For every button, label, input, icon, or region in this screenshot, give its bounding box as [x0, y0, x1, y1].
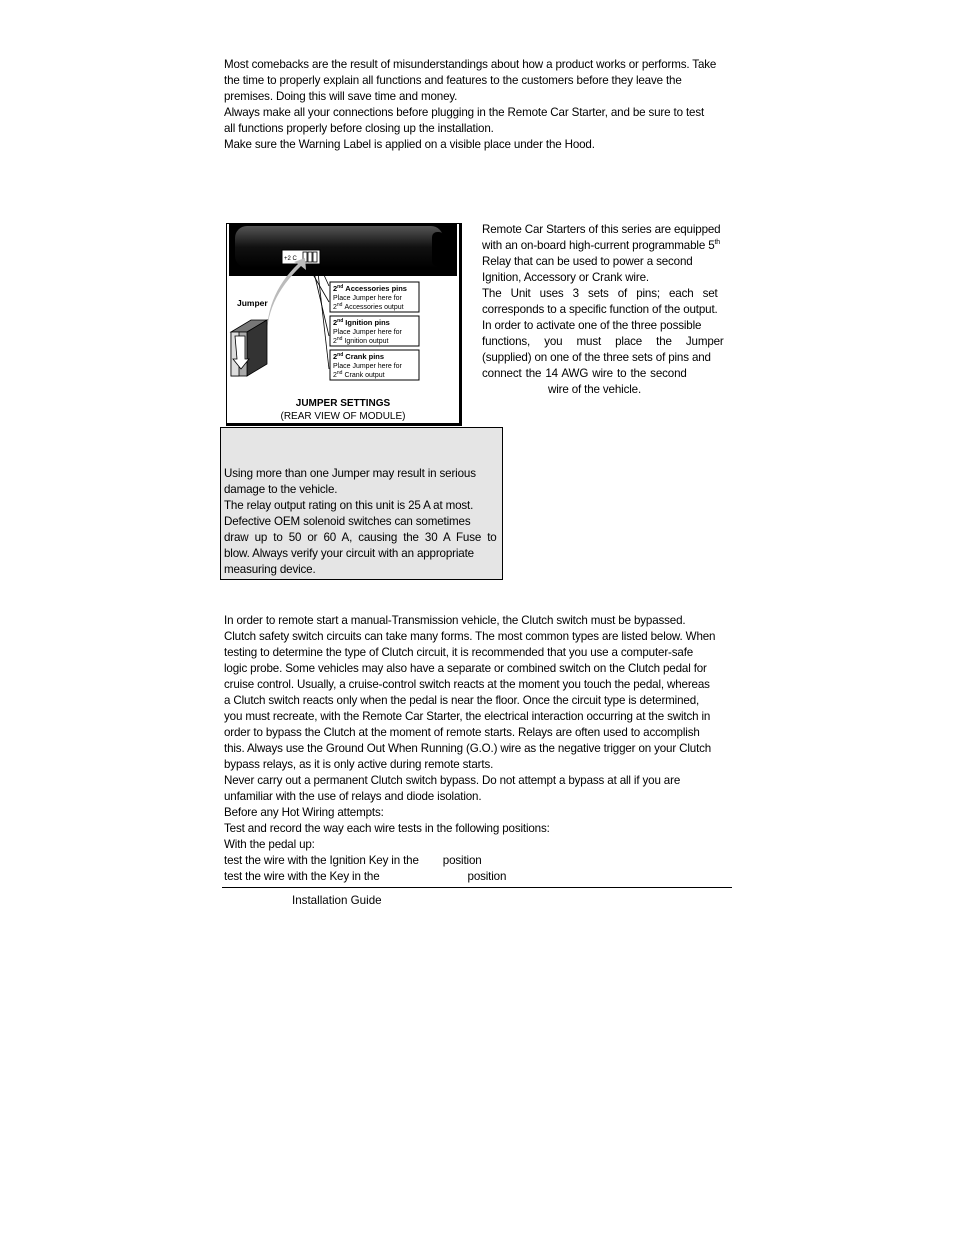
connector-label: +2 C	[284, 256, 297, 262]
pin-icon	[313, 252, 317, 262]
relay-line: The Unit uses 3 sets of pins; each set	[482, 287, 718, 300]
box-num: 2	[333, 284, 338, 293]
crank-pins-box	[330, 350, 419, 380]
relay-line: In order to activate one of the three possible	[482, 319, 702, 332]
clutch-line: In order to remote start a manual-Transmission vehicle, the Clutch switch must be bypassed.	[224, 614, 686, 627]
relay-line: wire of the vehicle.	[548, 383, 642, 396]
clutch-line: bypass relays, as it is only active during remote starts.	[224, 758, 494, 771]
relay-line: connect the 14 AWG wire to the second	[482, 367, 687, 380]
clutch-line: Clutch safety switch circuits can take many forms. The most common types are listed below. When	[224, 630, 716, 643]
clutch-line: Before any Hot Wiring attempts:	[224, 806, 384, 819]
svg-text:2ndCrank output: 2nd Crank output	[333, 370, 385, 379]
warning-line: blow. Always verify your circuit with an appropriate	[224, 547, 474, 560]
relay-line: Remote Car Starters of this series are equipped	[482, 223, 721, 236]
relay-line: with an on-board high-current programmable 5th	[482, 239, 721, 252]
jumper-settings-figure	[226, 223, 462, 426]
clutch-line: a Clutch switch reacts only when the pedal is near the floor. Once the circuit type is determined,	[224, 694, 700, 707]
intro-line: the time to properly explain all functions and features to the customers before they leave the	[224, 74, 682, 87]
warning-line: Using more than one Jumper may result in serious	[224, 467, 476, 480]
svg-text:Place Jumper here for: Place Jumper here for	[333, 295, 402, 302]
warning-line: draw up to 50 or 60 A, causing the 30 A Fuse to	[224, 531, 497, 544]
intro-paragraph	[224, 57, 730, 153]
clutch-line: you must recreate, with the Remote Car Starter, the electrical interaction occurring at the switch in	[224, 710, 711, 723]
warning-line: measuring device.	[224, 563, 316, 576]
footer-title: Installation Guide	[292, 894, 382, 907]
test-line-key: test the wire with the Key in the position	[224, 870, 507, 883]
clutch-line: this. Always use the Ground Out When Running (G.O.) wire as the negative trigger on your Clutch	[224, 742, 712, 755]
leader-line	[317, 264, 329, 369]
svg-text:2ndIgnition pins: 2nd Ignition pins	[333, 318, 390, 327]
svg-text:2ndAccessories output: 2nd Accessories output	[333, 302, 404, 311]
relay-description	[482, 222, 730, 398]
relay-line: (supplied) on one of the three sets of pins and	[482, 351, 711, 364]
jumper-icon	[231, 320, 267, 376]
ignition-pins-box	[330, 316, 419, 346]
clutch-line: testing to determine the type of Clutch circuit, it is recommended that you use a computer-safe	[224, 646, 694, 659]
figure-subtitle: (REAR VIEW OF MODULE)	[280, 411, 406, 422]
svg-text:Place Jumper here for: Place Jumper here for	[333, 363, 402, 370]
jumper-label: Jumper	[237, 298, 268, 308]
clutch-line: unfamiliar with the use of relays and diode isolation.	[224, 790, 482, 803]
pin-icon	[308, 252, 312, 262]
clutch-line: order to bypass the Clutch at the moment of remote starts. Relays are often used to accomplish	[224, 726, 700, 739]
figure-title: JUMPER SETTINGS	[295, 398, 391, 409]
clutch-line: Test and record the way each wire tests in the following positions:	[224, 822, 550, 835]
warning-box	[220, 427, 503, 580]
relay-line: Relay that can be used to power a second	[482, 255, 693, 268]
relay-line: Ignition, Accessory or Crank wire.	[482, 271, 649, 284]
module-end	[432, 232, 444, 266]
warning-line: Defective OEM solenoid switches can sometimes	[224, 515, 471, 528]
footer-rule	[222, 887, 732, 888]
clutch-line: cruise control. Usually, a cruise-control switch reacts at the moment you touch the pedal, whereas	[224, 678, 710, 691]
intro-line: Make sure the Warning Label is applied on a visible place under the Hood.	[224, 138, 595, 151]
warning-text	[224, 466, 498, 578]
svg-text:2ndCrank pins: 2nd Crank pins	[333, 352, 385, 361]
jumper-diagram	[227, 224, 459, 423]
module-body	[235, 226, 443, 268]
clutch-paragraph	[224, 613, 730, 885]
intro-line: Most comebacks are the result of misunderstandings about how a product works or performs. Take	[224, 58, 717, 71]
relay-line: functions, you must place the Jumper	[482, 335, 724, 348]
intro-line: premises. Doing this will save time and money.	[224, 90, 458, 103]
svg-text:2ndAccessories pins: 2nd Accessories pins	[333, 284, 407, 293]
test-line-ignition: test the wire with the Ignition Key in the position	[224, 854, 482, 867]
svg-text:2ndIgnition output: 2nd Ignition output	[333, 336, 389, 345]
intro-line: all functions properly before closing up the installation.	[224, 122, 494, 135]
svg-text:Place Jumper here for: Place Jumper here for	[333, 329, 402, 336]
accessories-pins-box	[330, 282, 419, 312]
warning-line: damage to the vehicle.	[224, 483, 338, 496]
clutch-line: With the pedal up:	[224, 838, 315, 851]
intro-line: Always make all your connections before plugging in the Remote Car Starter, and be sure to test	[224, 106, 705, 119]
clutch-line: Never carry out a permanent Clutch switch bypass. Do not attempt a bypass at all if you are	[224, 774, 681, 787]
relay-line: corresponds to a specific function of the output.	[482, 303, 718, 316]
warning-line: The relay output rating on this unit is 25 A at most.	[224, 499, 474, 512]
clutch-line: logic probe. Some vehicles may also have a separate or combined switch on the Clutch pedal for	[224, 662, 707, 675]
